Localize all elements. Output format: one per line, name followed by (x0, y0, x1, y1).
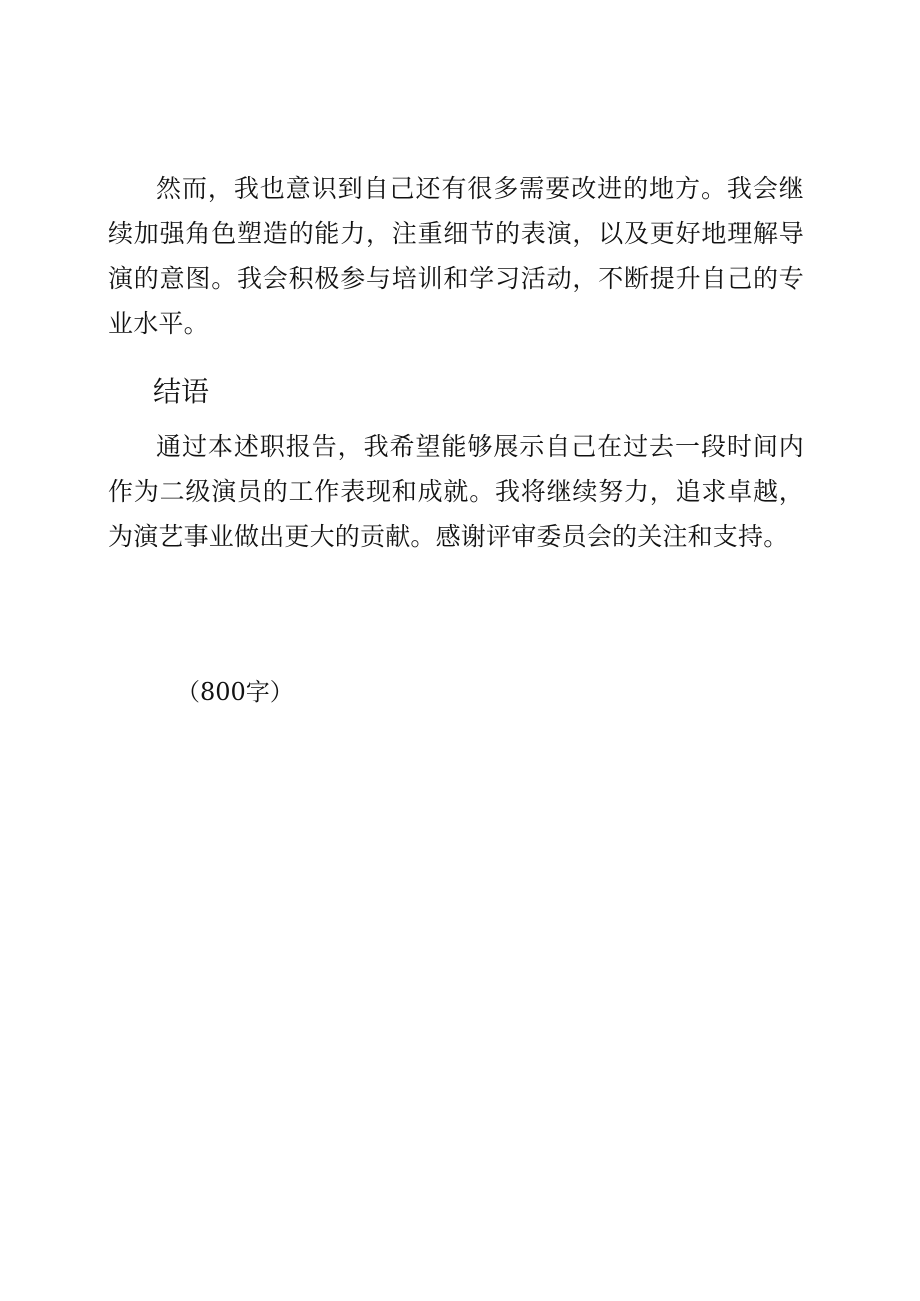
section-heading-conclusion: 结语 (153, 375, 210, 408)
word-count-note: （800字） (176, 678, 294, 706)
body-paragraph-conclusion: 通过本述职报告，我希望能够展示自己在过去一段时间内作为二级演员的工作表现和成就。我将继续努力，追求卓越，为演艺事业做出更大的贡献。感谢评审委员会的关注和支持。 (108, 432, 804, 551)
body-paragraph-improvement: 然而，我也意识到自己还有很多需要改进的地方。我会继续加强角色塑造的能力，注重细节的表演，以及更好地理解导演的意图。我会积极参与培训和学习活动，不断提升自己的专业水平。 (108, 174, 804, 338)
